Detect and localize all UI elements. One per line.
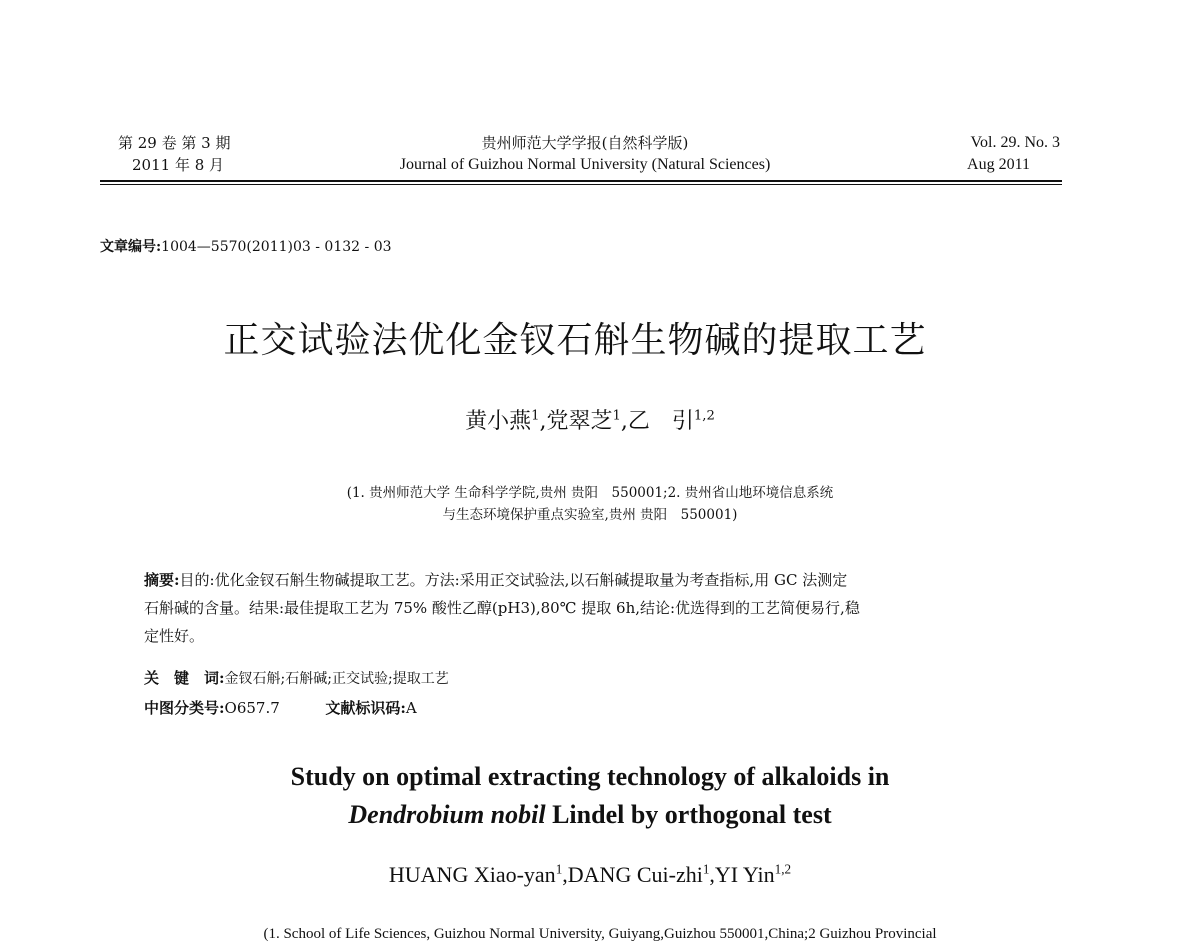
header-rule-top bbox=[100, 180, 1062, 182]
paper-title-en bbox=[0, 758, 1180, 834]
author-affiliation-mark: 1,2 bbox=[774, 861, 792, 877]
article-number bbox=[100, 236, 392, 256]
author-name: 乙 引 bbox=[627, 409, 694, 434]
journal-volume-en bbox=[900, 132, 1060, 176]
affiliation-cn bbox=[0, 482, 1180, 526]
author-affiliation-mark: 1,2 bbox=[693, 408, 715, 424]
abstract-cn bbox=[144, 566, 1044, 650]
affiliation-en: (1. School of Life Sciences, Guizhou Normal University, Guiyang,Guizhou 550001,China;2 Guizhou Provincial bbox=[263, 926, 937, 942]
abstract-line: 定性好。 bbox=[144, 627, 205, 645]
author-affiliation-mark: 1 bbox=[531, 408, 540, 424]
header-rule-bottom bbox=[100, 184, 1062, 185]
author-affiliation-mark: 1 bbox=[702, 861, 710, 877]
article-number-label: 文章编号: bbox=[100, 239, 162, 255]
authors-cn: 黄小燕$^1$,党翠芝$^1$,乙 引$^{1,2}$ bbox=[465, 408, 715, 434]
affiliation-cn-line2: 与生态环境保护重点实验室,贵州 贵阳 550001) bbox=[442, 507, 738, 523]
abstract-line: 目的:优化金钗石斛生物碱提取工艺。方法:采用正交试验法,以石斛碱提取量为考查指标,用 GC 法测定 bbox=[179, 571, 848, 589]
volume-issue: 第 29 卷 第 3 期 bbox=[118, 134, 231, 152]
journal-name bbox=[360, 132, 810, 176]
publication-date-cn: 2011 年 8 月 bbox=[132, 156, 225, 174]
abstract-line: 石斛碱的含量。结果:最佳提取工艺为 75% 酸性乙醇(pH3),80℃ 提取 6h,结论:优选得到的工艺简便易行,稳 bbox=[144, 599, 860, 617]
journal-volume-info bbox=[118, 132, 230, 176]
volume-number-en: Vol. 29. No. 3 bbox=[970, 134, 1060, 151]
journal-name-en: Journal of Guizhou Normal University (Natural Sciences) bbox=[399, 156, 771, 173]
author-affiliation-mark: 1 bbox=[555, 861, 563, 877]
keywords-label: 关 键 词: bbox=[144, 669, 225, 687]
publication-date-en: Aug 2011 bbox=[967, 156, 1030, 173]
author-name-en: HUANG Xiao-yan bbox=[388, 862, 556, 887]
classification-value: O657.7 bbox=[224, 699, 280, 717]
abstract-label: 摘要: bbox=[144, 571, 180, 589]
author-name-en: DANG Cui-zhi bbox=[567, 862, 703, 887]
author-name-en: YI Yin bbox=[714, 862, 775, 887]
affiliation-cn-line1: (1. 贵州师范大学 生命科学学院,贵州 贵阳 550001;2. 贵州省山地环境信息系统 bbox=[346, 485, 834, 501]
classification-label: 中图分类号: bbox=[144, 699, 225, 717]
author-name: 黄小燕 bbox=[465, 409, 532, 434]
document-code-label: 文献标识码: bbox=[325, 699, 406, 717]
author-name: 党翠芝 bbox=[546, 409, 613, 434]
title-en-line1: Study on optimal extracting technology of alkaloids in bbox=[290, 762, 890, 791]
species-name: Dendrobium nobil bbox=[348, 800, 546, 829]
document-code-value: A bbox=[405, 699, 417, 717]
title-en-line2 bbox=[0, 796, 1180, 834]
keywords-value: 金钗石斛;石斛碱;正交试验;提取工艺 bbox=[224, 671, 449, 687]
author-affiliation-mark: 1 bbox=[612, 408, 621, 424]
paper-title-cn: 正交试验法优化金钗石斛生物碱的提取工艺 bbox=[223, 320, 927, 361]
keywords-cn bbox=[144, 664, 449, 693]
journal-name-cn: 贵州师范大学学报(自然科学版) bbox=[481, 134, 689, 152]
article-number-value: 1004—5570(2011)03 - 0132 - 03 bbox=[161, 239, 392, 255]
authors-en: HUANG Xiao-yan$^1$,DANG Cui-zhi$^1$,YI Yin$^{1,2}$ bbox=[388, 861, 792, 887]
classification-line bbox=[144, 694, 417, 722]
title-en-line2-rest: Lindel by orthogonal test bbox=[545, 800, 832, 829]
